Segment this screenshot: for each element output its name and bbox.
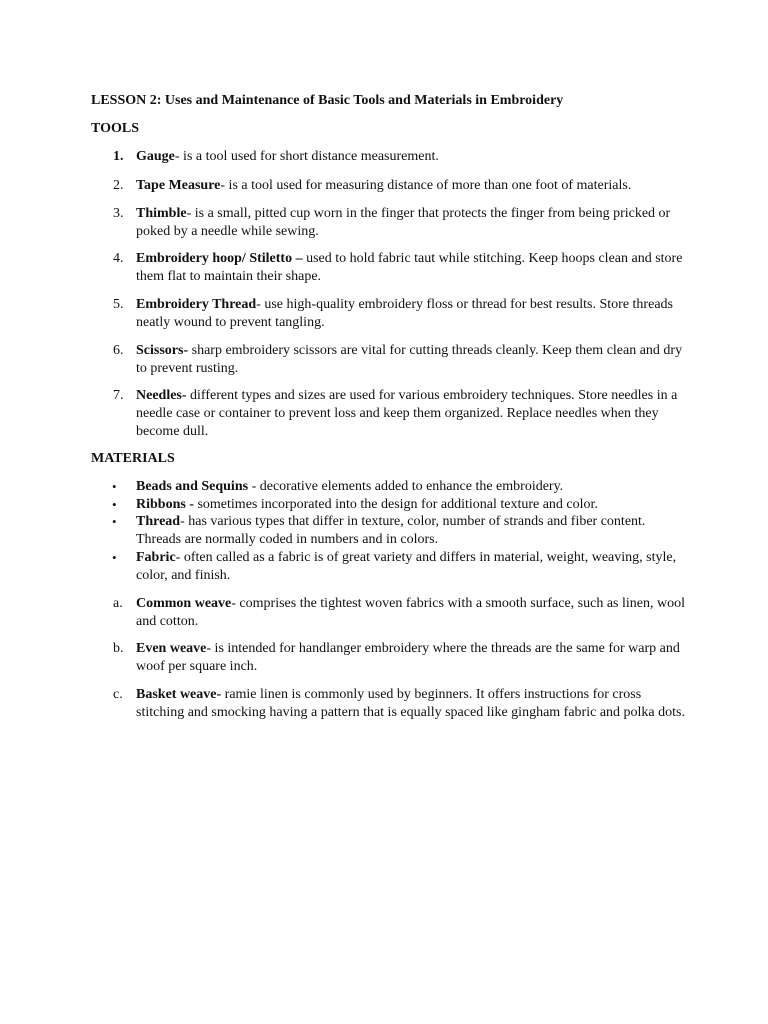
material-term: Fabric [136,550,176,565]
material-text: - often called as a fabric is of great variety and differs in material, weight, weaving, style, color, and finish. [136,550,677,583]
material-text: - decorative elements added to enhance the embroidery. [248,479,564,494]
list-number: 3. [113,206,124,221]
tool-term: Embroidery Thread [136,297,257,312]
tool-term: Embroidery hoop/ Stiletto – [136,251,303,266]
tool-text: - is a tool used for measuring distance of more than one foot of materials. [220,178,632,193]
tool-term: Gauge [136,149,175,164]
tool-text: sharp embroidery scissors are vital for cutting threads cleanly. Keep them clean and dry to prevent rusting. [136,343,683,376]
list-number: 5. [113,297,124,312]
list-number: 2. [113,178,124,193]
bullet-icon: • [112,514,117,529]
tool-term: Thimble [136,206,187,221]
tool-description [136,296,686,332]
materials-heading: MATERIALS [91,451,175,466]
list-number: 1. [113,149,124,164]
weave-text: - is intended for handlanger embroidery where the threads are the same for warp and woof per square inch. [136,641,680,674]
tool-text: - is a tool used for short distance measurement. [174,149,439,164]
material-description [136,513,686,549]
list-number: 7. [113,388,124,403]
tool-term: Needles- [136,388,187,403]
weave-description [136,640,686,676]
material-description [136,478,686,496]
lesson-title: LESSON 2: Uses and Maintenance of Basic Tools and Materials in Embroidery [91,93,564,108]
tool-term: Scissors- [136,343,189,358]
weave-term: Basket weave- [136,687,222,702]
tool-text: - is a small, pitted cup worn in the finger that protects the finger from being pricked or poked by a needle while sewing. [136,206,671,239]
tool-text: different types and sizes are used for various embroidery techniques. Store needles in a needle case or container to prevent loss and keep them organized. Replace needles when they become dull. [136,388,678,439]
material-term: Ribbons - [136,497,194,512]
list-letter: a. [113,596,123,611]
weave-term: Even weave [136,641,207,656]
tool-text: - use high-quality embroidery floss or thread for best results. Store threads neatly wound to prevent tangling. [136,297,673,330]
tool-description [136,205,686,241]
weave-text: ramie linen is commonly used by beginners. It offers instructions for cross stitching and smocking having a pattern that is equally spaced like gingham fabric and polka dots. [136,687,685,720]
list-number: 4. [113,251,124,266]
material-description [136,549,686,585]
material-description [136,496,686,514]
bullet-icon: • [112,550,117,565]
bullet-icon: • [112,479,117,494]
weave-description [136,686,686,722]
weave-description [136,595,686,631]
tool-text: used to hold fabric taut while stitching. Keep hoops clean and store them flat to maintain their shape. [136,251,683,284]
bullet-icon: • [112,497,117,512]
material-term: Beads and Sequins [136,479,249,494]
tool-description [136,177,686,195]
material-text: - has various types that differ in texture, color, number of strands and fiber content. Threads are normally coded in numbers and in colors. [136,514,646,547]
tool-term: Tape Measure [136,178,221,193]
material-term: Thread [136,514,181,529]
tool-description [136,387,686,441]
list-letter: b. [113,641,124,656]
list-letter: c. [113,687,123,702]
tool-description [136,342,686,378]
weave-text: - comprises the tightest woven fabrics with a smooth surface, such as linen, wool and cotton. [136,596,685,629]
tool-description [136,148,686,166]
tool-description [136,250,686,286]
list-number: 6. [113,343,124,358]
material-text: sometimes incorporated into the design for additional texture and color. [193,497,598,512]
weave-term: Common weave [136,596,232,611]
tools-heading: TOOLS [91,121,139,136]
